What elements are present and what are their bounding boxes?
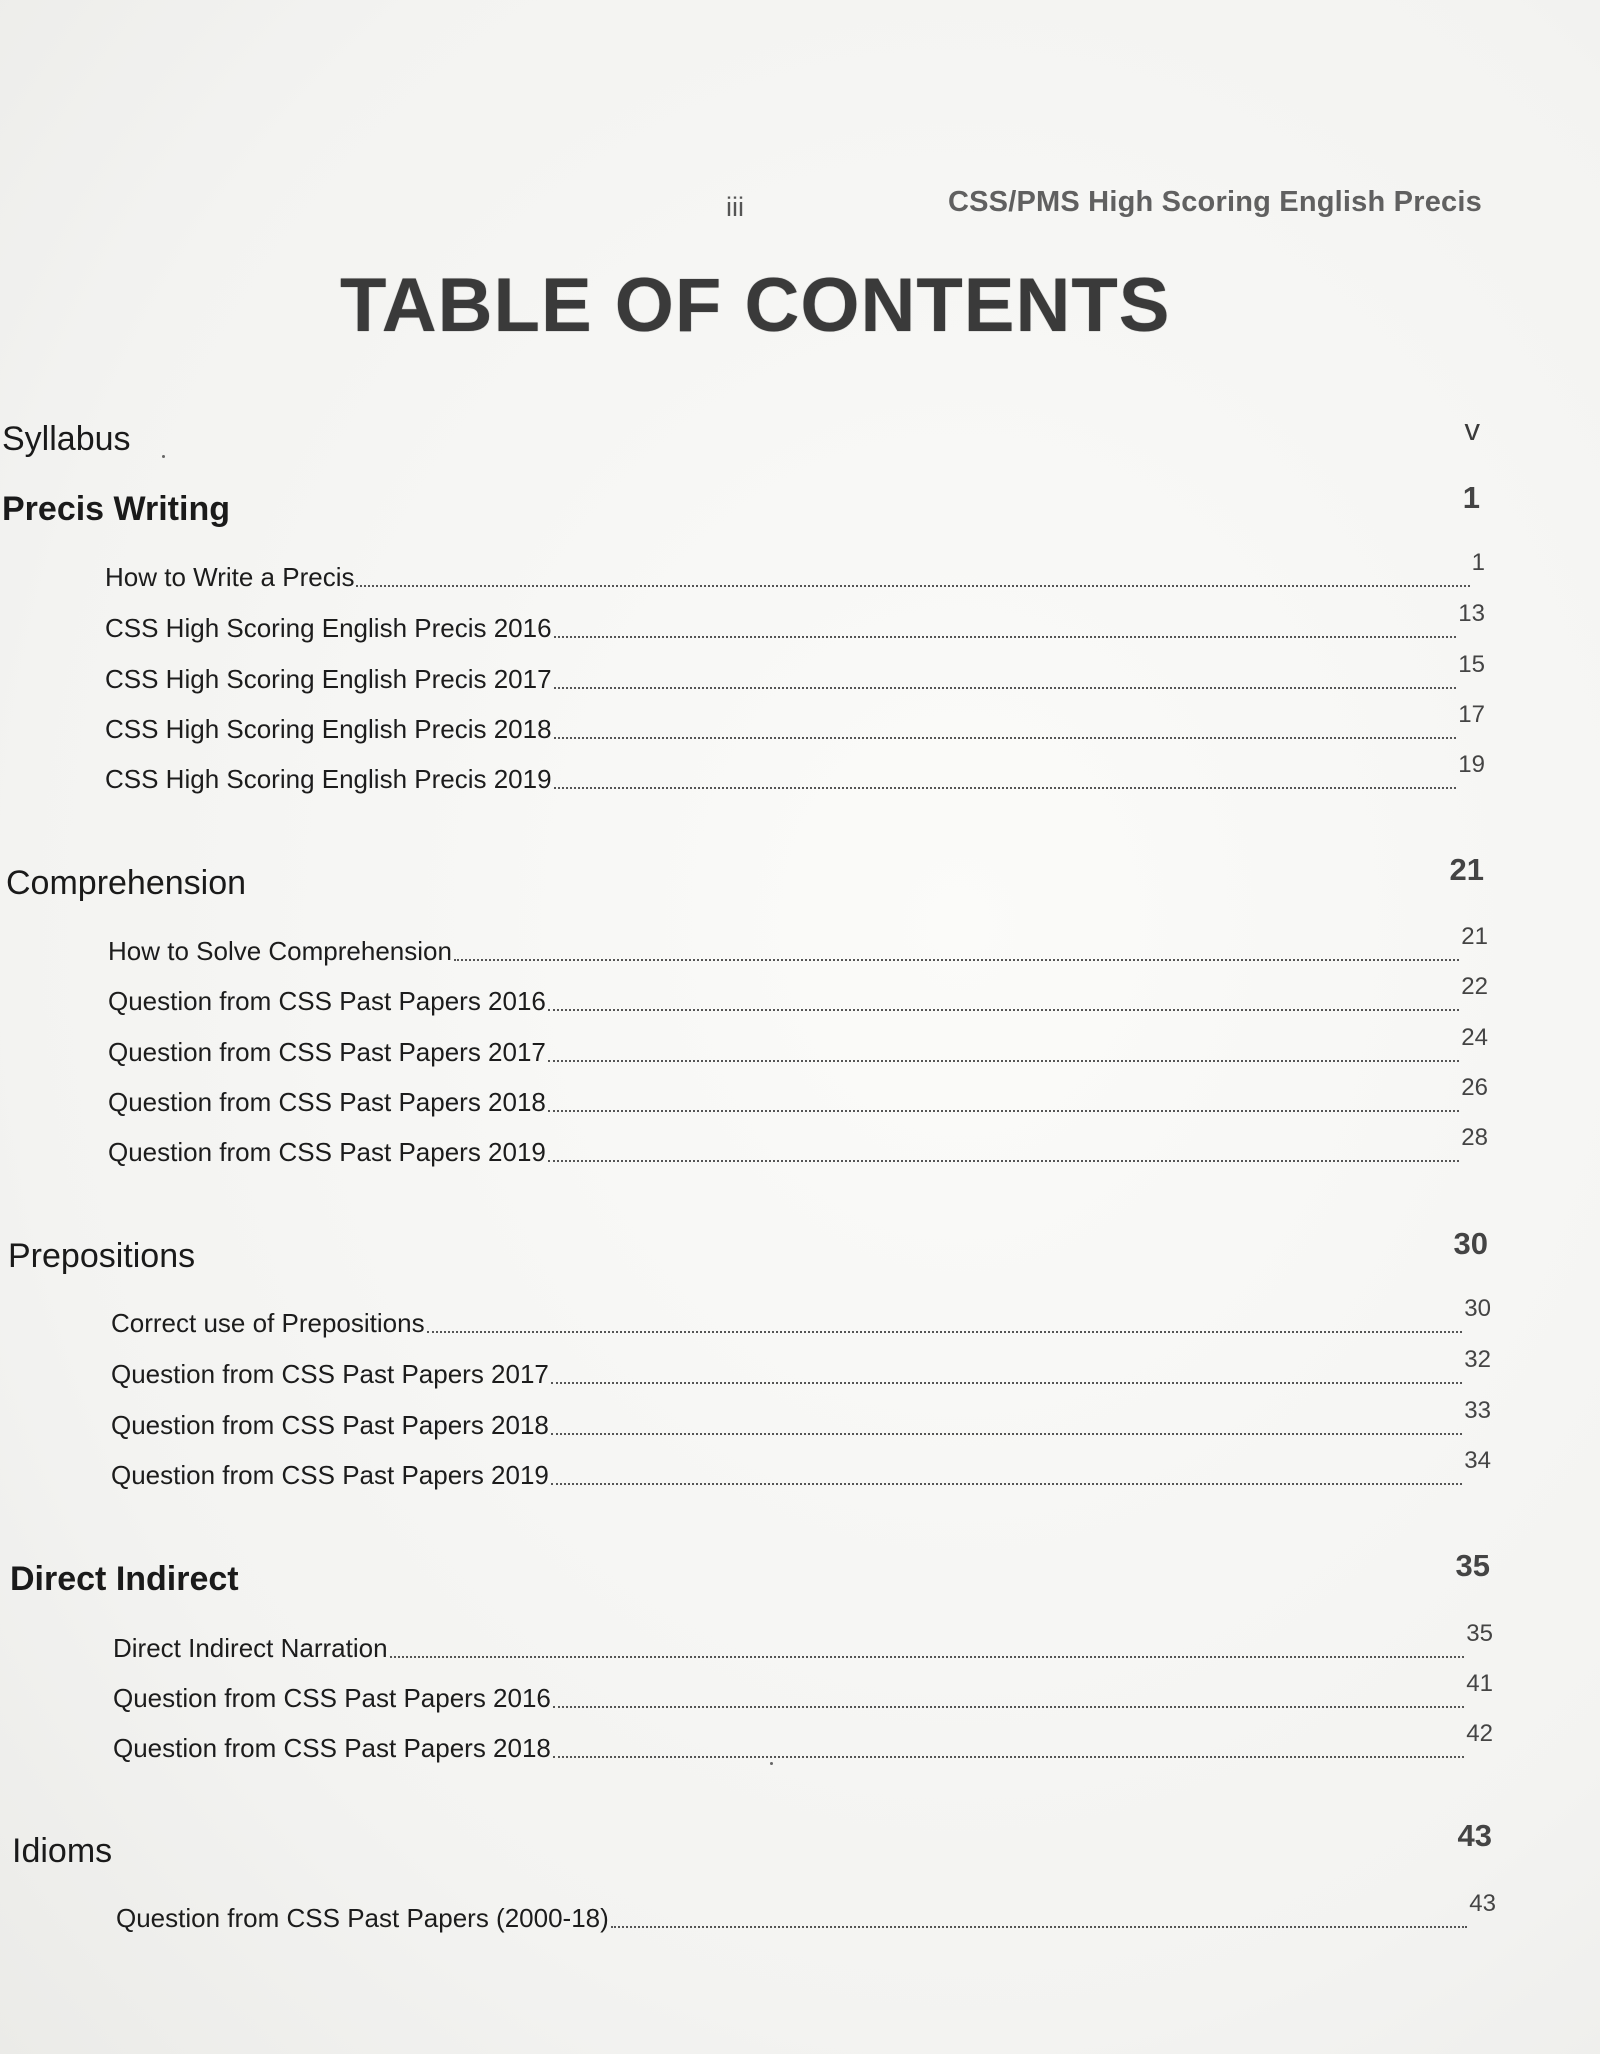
entry-label: Question from CSS Past Papers 2018 xyxy=(111,1410,549,1440)
section-page-comprehension: 21 xyxy=(1449,852,1484,887)
dot-leader xyxy=(551,1381,1462,1384)
entry-label: Question from CSS Past Papers 2016 xyxy=(108,986,546,1016)
section-page-syllabus: v xyxy=(1464,412,1480,447)
dot-leader xyxy=(553,1755,1464,1758)
dot-leader xyxy=(554,686,1457,689)
toc-entry[interactable] xyxy=(113,1720,1493,1763)
entry-page: 33 xyxy=(1464,1397,1491,1424)
entry-label: Question from CSS Past Papers 2016 xyxy=(113,1683,551,1713)
section-title-precis-writing[interactable]: Precis Writing xyxy=(2,490,230,528)
dot-leader xyxy=(548,1008,1459,1011)
entry-page: 15 xyxy=(1458,651,1485,678)
toc-entry[interactable] xyxy=(105,549,1485,592)
section-page-prepositions: 30 xyxy=(1453,1226,1488,1261)
entry-label: CSS High Scoring English Precis 2018 xyxy=(105,714,552,744)
entry-label: How to Solve Comprehension xyxy=(108,936,452,966)
entry-label: How to Write a Precis xyxy=(105,562,355,592)
section-title-idioms[interactable]: Idioms xyxy=(12,1832,113,1870)
dot-leader xyxy=(390,1655,1465,1658)
dot-leader xyxy=(551,1482,1462,1485)
page-number: iii xyxy=(726,192,744,222)
entry-page: 19 xyxy=(1458,751,1485,778)
scan-speck xyxy=(162,455,165,458)
toc-entry[interactable] xyxy=(105,701,1485,744)
entry-label: CSS High Scoring English Precis 2019 xyxy=(105,764,552,794)
entry-page: 28 xyxy=(1461,1124,1488,1151)
section-title-syllabus[interactable]: Syllabus xyxy=(2,420,131,458)
entry-page: 41 xyxy=(1466,1670,1493,1697)
entry-page: 1 xyxy=(1471,549,1485,576)
dot-leader xyxy=(548,1109,1459,1112)
entry-label: Question from CSS Past Papers 2019 xyxy=(111,1460,549,1490)
entry-label: CSS High Scoring English Precis 2016 xyxy=(105,613,552,643)
entry-page: 35 xyxy=(1466,1620,1493,1647)
toc-entry[interactable] xyxy=(108,973,1488,1016)
entry-page: 24 xyxy=(1461,1024,1488,1051)
entry-page: 21 xyxy=(1461,923,1488,950)
dot-leader xyxy=(554,786,1457,789)
entry-page: 34 xyxy=(1464,1447,1491,1474)
section-title-comprehension[interactable]: Comprehension xyxy=(6,864,247,902)
toc-entry[interactable] xyxy=(105,651,1485,694)
section-title-direct-indirect[interactable]: Direct Indirect xyxy=(10,1560,239,1598)
section-page-direct-indirect: 35 xyxy=(1455,1548,1490,1583)
dot-leader xyxy=(611,1925,1468,1928)
dot-leader xyxy=(427,1330,1463,1333)
entry-label: CSS High Scoring English Precis 2017 xyxy=(105,664,552,694)
toc-entry[interactable] xyxy=(108,1024,1488,1067)
toc-entry[interactable] xyxy=(116,1890,1496,1933)
entry-page: 43 xyxy=(1469,1890,1496,1917)
dot-leader xyxy=(554,736,1457,739)
entry-page: 22 xyxy=(1461,973,1488,1000)
dot-leader xyxy=(356,584,1469,587)
entry-label: Question from CSS Past Papers 2018 xyxy=(113,1733,551,1763)
entry-page: 42 xyxy=(1466,1720,1493,1747)
scan-speck xyxy=(770,1762,773,1765)
entry-label: Question from CSS Past Papers 2017 xyxy=(111,1359,549,1389)
toc-entry[interactable] xyxy=(105,600,1485,643)
dot-leader xyxy=(454,958,1459,961)
dot-leader xyxy=(553,1705,1464,1708)
toc-entry[interactable] xyxy=(111,1295,1491,1338)
page-title: TABLE OF CONTENTS xyxy=(340,263,1171,348)
entry-label: Direct Indirect Narration xyxy=(113,1633,388,1663)
toc-entry[interactable] xyxy=(105,751,1485,794)
dot-leader xyxy=(548,1059,1459,1062)
toc-entry[interactable] xyxy=(111,1397,1491,1440)
toc-entry[interactable] xyxy=(113,1620,1493,1663)
entry-page: 26 xyxy=(1461,1074,1488,1101)
entry-label: Question from CSS Past Papers 2019 xyxy=(108,1137,546,1167)
toc-entry[interactable] xyxy=(108,1124,1488,1167)
entry-label: Correct use of Prepositions xyxy=(111,1308,425,1338)
dot-leader xyxy=(551,1432,1462,1435)
toc-entry[interactable] xyxy=(111,1346,1491,1389)
dot-leader xyxy=(548,1159,1459,1162)
entry-page: 32 xyxy=(1464,1346,1491,1373)
section-page-precis-writing: 1 xyxy=(1462,480,1480,515)
section-page-idioms: 43 xyxy=(1457,1818,1492,1853)
entry-page: 13 xyxy=(1458,600,1485,627)
entry-label: Question from CSS Past Papers (2000-18) xyxy=(116,1903,609,1933)
entry-label: Question from CSS Past Papers 2018 xyxy=(108,1087,546,1117)
entry-label: Question from CSS Past Papers 2017 xyxy=(108,1037,546,1067)
book-title: CSS/PMS High Scoring English Precis xyxy=(948,186,1482,218)
dot-leader xyxy=(554,635,1457,638)
toc-entry[interactable] xyxy=(111,1447,1491,1490)
entry-page: 30 xyxy=(1464,1295,1491,1322)
toc-entry[interactable] xyxy=(108,923,1488,966)
toc-entry[interactable] xyxy=(108,1074,1488,1117)
section-title-prepositions[interactable]: Prepositions xyxy=(8,1237,196,1275)
entry-page: 17 xyxy=(1458,701,1485,728)
toc-entry[interactable] xyxy=(113,1670,1493,1713)
